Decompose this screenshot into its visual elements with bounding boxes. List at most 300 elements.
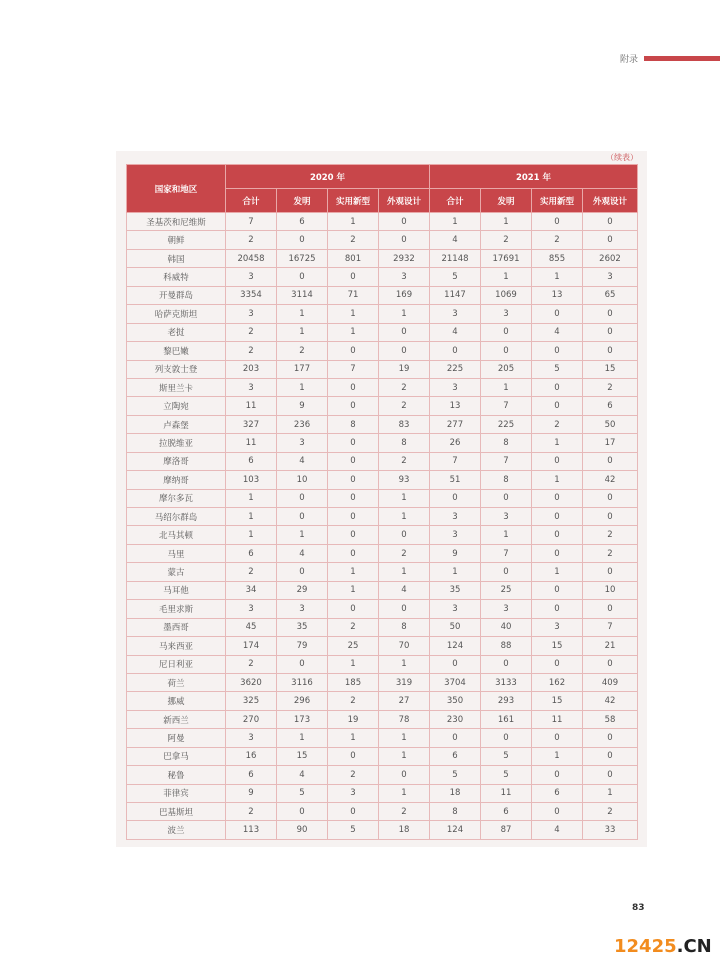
value-cell: 855 [532, 249, 583, 267]
value-cell: 0 [583, 600, 638, 618]
value-cell: 70 [379, 637, 430, 655]
value-cell: 2 [328, 766, 379, 784]
value-cell: 2 [226, 655, 277, 673]
value-cell: 4 [532, 821, 583, 839]
value-cell: 0 [532, 544, 583, 562]
value-cell: 2 [583, 544, 638, 562]
value-cell: 0 [481, 489, 532, 507]
table-row [127, 766, 638, 784]
value-cell: 2 [532, 415, 583, 433]
table-row [127, 526, 638, 544]
value-cell: 1 [277, 305, 328, 323]
value-cell: 58 [583, 710, 638, 728]
table-row [127, 415, 638, 433]
value-cell: 17 [583, 434, 638, 452]
value-cell: 42 [583, 692, 638, 710]
region-name-cell: 新西兰 [127, 710, 226, 728]
value-cell: 87 [481, 821, 532, 839]
value-cell: 0 [430, 342, 481, 360]
value-cell: 0 [481, 563, 532, 581]
value-cell: 1 [379, 305, 430, 323]
region-name-cell: 马里 [127, 544, 226, 562]
value-cell: 0 [583, 508, 638, 526]
region-name-cell: 科威特 [127, 268, 226, 286]
value-cell: 2 [226, 342, 277, 360]
header-total: 合计 [430, 189, 481, 213]
region-name-cell: 蒙古 [127, 563, 226, 581]
value-cell: 1 [277, 378, 328, 396]
value-cell: 3 [481, 508, 532, 526]
header-year-2020: 2020 年 [226, 165, 430, 189]
value-cell: 3116 [277, 673, 328, 691]
table-row [127, 323, 638, 341]
table-row [127, 581, 638, 599]
value-cell: 6 [226, 766, 277, 784]
value-cell: 8 [481, 434, 532, 452]
value-cell: 6 [481, 803, 532, 821]
watermark-number: 12425 [614, 936, 677, 957]
value-cell: 25 [481, 581, 532, 599]
page-number: 83 [632, 903, 645, 913]
region-name-cell: 黎巴嫩 [127, 342, 226, 360]
region-name-cell: 摩尔多瓦 [127, 489, 226, 507]
value-cell: 0 [379, 231, 430, 249]
value-cell: 0 [583, 729, 638, 747]
value-cell: 0 [532, 489, 583, 507]
table-row [127, 600, 638, 618]
value-cell: 7 [481, 544, 532, 562]
value-cell: 16 [226, 747, 277, 765]
value-cell: 3 [481, 305, 532, 323]
region-name-cell: 开曼群岛 [127, 286, 226, 304]
table-row [127, 305, 638, 323]
value-cell: 0 [583, 213, 638, 231]
value-cell: 19 [328, 710, 379, 728]
value-cell: 0 [430, 489, 481, 507]
value-cell: 177 [277, 360, 328, 378]
value-cell: 17691 [481, 249, 532, 267]
value-cell: 0 [532, 729, 583, 747]
value-cell: 2 [379, 544, 430, 562]
value-cell: 0 [532, 655, 583, 673]
value-cell: 11 [481, 784, 532, 802]
value-cell: 1 [532, 747, 583, 765]
value-cell: 88 [481, 637, 532, 655]
value-cell: 11 [226, 397, 277, 415]
value-cell: 225 [430, 360, 481, 378]
value-cell: 5 [277, 784, 328, 802]
value-cell: 34 [226, 581, 277, 599]
table-row [127, 452, 638, 470]
value-cell: 2 [277, 342, 328, 360]
value-cell: 0 [532, 803, 583, 821]
value-cell: 7 [481, 452, 532, 470]
value-cell: 1 [532, 471, 583, 489]
value-cell: 15 [532, 637, 583, 655]
value-cell: 0 [583, 305, 638, 323]
value-cell: 3 [430, 378, 481, 396]
value-cell: 3 [277, 434, 328, 452]
value-cell: 1 [583, 784, 638, 802]
value-cell: 7 [328, 360, 379, 378]
value-cell: 0 [328, 434, 379, 452]
value-cell: 2 [583, 526, 638, 544]
value-cell: 20458 [226, 249, 277, 267]
value-cell: 33 [583, 821, 638, 839]
value-cell: 4 [277, 452, 328, 470]
value-cell: 185 [328, 673, 379, 691]
value-cell: 0 [532, 397, 583, 415]
table-row [127, 213, 638, 231]
value-cell: 1 [430, 563, 481, 581]
value-cell: 327 [226, 415, 277, 433]
value-cell: 0 [532, 342, 583, 360]
header-utility-model: 实用新型 [328, 189, 379, 213]
value-cell: 124 [430, 637, 481, 655]
value-cell: 50 [430, 618, 481, 636]
value-cell: 0 [532, 452, 583, 470]
value-cell: 169 [379, 286, 430, 304]
value-cell: 0 [583, 231, 638, 249]
value-cell: 5 [430, 766, 481, 784]
value-cell: 40 [481, 618, 532, 636]
region-name-cell: 马来西亚 [127, 637, 226, 655]
value-cell: 27 [379, 692, 430, 710]
table-row [127, 231, 638, 249]
value-cell: 3 [430, 305, 481, 323]
value-cell: 296 [277, 692, 328, 710]
value-cell: 2 [226, 563, 277, 581]
value-cell: 3620 [226, 673, 277, 691]
value-cell: 5 [430, 268, 481, 286]
value-cell: 1 [277, 729, 328, 747]
value-cell: 50 [583, 415, 638, 433]
header-total: 合计 [226, 189, 277, 213]
region-name-cell: 秘鲁 [127, 766, 226, 784]
value-cell: 4 [277, 766, 328, 784]
value-cell: 0 [379, 342, 430, 360]
value-cell: 1147 [430, 286, 481, 304]
value-cell: 2932 [379, 249, 430, 267]
region-name-cell: 墨西哥 [127, 618, 226, 636]
region-name-cell: 立陶宛 [127, 397, 226, 415]
value-cell: 3 [430, 600, 481, 618]
value-cell: 161 [481, 710, 532, 728]
value-cell: 13 [532, 286, 583, 304]
value-cell: 236 [277, 415, 328, 433]
value-cell: 7 [226, 213, 277, 231]
value-cell: 11 [226, 434, 277, 452]
region-name-cell: 毛里求斯 [127, 600, 226, 618]
value-cell: 0 [328, 342, 379, 360]
site-watermark [614, 936, 712, 957]
value-cell: 0 [328, 471, 379, 489]
value-cell: 3 [226, 268, 277, 286]
value-cell: 0 [430, 655, 481, 673]
region-name-cell: 巴基斯坦 [127, 803, 226, 821]
value-cell: 3354 [226, 286, 277, 304]
value-cell: 65 [583, 286, 638, 304]
value-cell: 0 [583, 452, 638, 470]
header-design: 外观设计 [379, 189, 430, 213]
value-cell: 0 [430, 729, 481, 747]
value-cell: 0 [277, 803, 328, 821]
header-invention: 发明 [481, 189, 532, 213]
value-cell: 1 [328, 729, 379, 747]
value-cell: 4 [430, 323, 481, 341]
region-name-cell: 马绍尔群岛 [127, 508, 226, 526]
value-cell: 0 [532, 600, 583, 618]
value-cell: 2 [379, 397, 430, 415]
region-name-cell: 老挝 [127, 323, 226, 341]
value-cell: 205 [481, 360, 532, 378]
table-row [127, 803, 638, 821]
value-cell: 0 [583, 563, 638, 581]
region-name-cell: 挪威 [127, 692, 226, 710]
header-year-2021: 2021 年 [430, 165, 638, 189]
value-cell: 0 [379, 526, 430, 544]
value-cell: 0 [328, 803, 379, 821]
value-cell: 0 [328, 452, 379, 470]
value-cell: 6 [226, 544, 277, 562]
value-cell: 3 [277, 600, 328, 618]
value-cell: 11 [532, 710, 583, 728]
region-name-cell: 卢森堡 [127, 415, 226, 433]
value-cell: 19 [379, 360, 430, 378]
value-cell: 0 [277, 563, 328, 581]
region-name-cell: 马耳他 [127, 581, 226, 599]
value-cell: 174 [226, 637, 277, 655]
value-cell: 8 [379, 434, 430, 452]
value-cell: 3704 [430, 673, 481, 691]
value-cell: 16725 [277, 249, 328, 267]
table-row [127, 673, 638, 691]
value-cell: 2602 [583, 249, 638, 267]
value-cell: 9 [277, 397, 328, 415]
value-cell: 8 [481, 471, 532, 489]
header-invention: 发明 [277, 189, 328, 213]
region-name-cell: 荷兰 [127, 673, 226, 691]
value-cell: 8 [328, 415, 379, 433]
value-cell: 0 [583, 323, 638, 341]
value-cell: 1 [328, 323, 379, 341]
region-name-cell: 朝鲜 [127, 231, 226, 249]
value-cell: 4 [379, 581, 430, 599]
table-row [127, 268, 638, 286]
value-cell: 3 [226, 305, 277, 323]
value-cell: 0 [277, 268, 328, 286]
value-cell: 2 [481, 231, 532, 249]
table-row [127, 508, 638, 526]
value-cell: 2 [583, 378, 638, 396]
value-cell: 2 [226, 323, 277, 341]
value-cell: 1 [379, 563, 430, 581]
region-name-cell: 圣基茨和尼维斯 [127, 213, 226, 231]
value-cell: 0 [481, 342, 532, 360]
value-cell: 7 [583, 618, 638, 636]
table-row [127, 434, 638, 452]
value-cell: 3 [226, 600, 277, 618]
table-row [127, 784, 638, 802]
value-cell: 90 [277, 821, 328, 839]
value-cell: 6 [277, 213, 328, 231]
value-cell: 2 [226, 803, 277, 821]
value-cell: 9 [226, 784, 277, 802]
value-cell: 1 [430, 213, 481, 231]
region-name-cell: 拉脱维亚 [127, 434, 226, 452]
region-name-cell: 巴拿马 [127, 747, 226, 765]
value-cell: 2 [328, 618, 379, 636]
patent-statistics-table [126, 164, 638, 840]
value-cell: 0 [379, 766, 430, 784]
value-cell: 5 [481, 747, 532, 765]
value-cell: 0 [328, 378, 379, 396]
region-name-cell: 韩国 [127, 249, 226, 267]
value-cell: 1 [379, 747, 430, 765]
value-cell: 1 [481, 378, 532, 396]
value-cell: 1 [328, 305, 379, 323]
region-name-cell: 哈萨克斯坦 [127, 305, 226, 323]
value-cell: 6 [532, 784, 583, 802]
value-cell: 0 [328, 600, 379, 618]
header-utility-model: 实用新型 [532, 189, 583, 213]
table-row [127, 249, 638, 267]
value-cell: 1 [481, 526, 532, 544]
region-name-cell: 尼日利亚 [127, 655, 226, 673]
value-cell: 277 [430, 415, 481, 433]
value-cell: 15 [277, 747, 328, 765]
region-name-cell: 菲律宾 [127, 784, 226, 802]
table-row [127, 489, 638, 507]
table-row [127, 471, 638, 489]
section-label: 附录 [620, 55, 639, 65]
table-row [127, 618, 638, 636]
value-cell: 124 [430, 821, 481, 839]
value-cell: 0 [583, 489, 638, 507]
value-cell: 0 [379, 600, 430, 618]
table-row [127, 637, 638, 655]
region-name-cell: 摩纳哥 [127, 471, 226, 489]
value-cell: 6 [583, 397, 638, 415]
value-cell: 1069 [481, 286, 532, 304]
value-cell: 0 [328, 489, 379, 507]
value-cell: 0 [532, 305, 583, 323]
value-cell: 1 [481, 268, 532, 286]
value-cell: 0 [532, 526, 583, 544]
value-cell: 2 [532, 231, 583, 249]
value-cell: 1 [277, 526, 328, 544]
continued-label: （续表） [606, 153, 638, 162]
value-cell: 3133 [481, 673, 532, 691]
table-row [127, 747, 638, 765]
table-row [127, 397, 638, 415]
value-cell: 1 [328, 213, 379, 231]
table-row [127, 378, 638, 396]
value-cell: 2 [379, 803, 430, 821]
table-row [127, 342, 638, 360]
value-cell: 1 [226, 526, 277, 544]
value-cell: 0 [532, 213, 583, 231]
value-cell: 18 [430, 784, 481, 802]
value-cell: 1 [481, 213, 532, 231]
value-cell: 0 [481, 323, 532, 341]
value-cell: 4 [532, 323, 583, 341]
value-cell: 18 [379, 821, 430, 839]
value-cell: 1 [532, 434, 583, 452]
value-cell: 1 [328, 581, 379, 599]
value-cell: 1 [379, 729, 430, 747]
value-cell: 0 [277, 508, 328, 526]
value-cell: 2 [379, 452, 430, 470]
value-cell: 225 [481, 415, 532, 433]
region-name-cell: 列支敦士登 [127, 360, 226, 378]
value-cell: 2 [226, 231, 277, 249]
value-cell: 801 [328, 249, 379, 267]
value-cell: 25 [328, 637, 379, 655]
region-name-cell: 摩洛哥 [127, 452, 226, 470]
value-cell: 1 [379, 655, 430, 673]
section-accent-bar [644, 56, 720, 61]
value-cell: 3 [583, 268, 638, 286]
value-cell: 3 [481, 600, 532, 618]
value-cell: 9 [430, 544, 481, 562]
value-cell: 2 [583, 803, 638, 821]
value-cell: 1 [379, 508, 430, 526]
value-cell: 7 [430, 452, 481, 470]
value-cell: 8 [379, 618, 430, 636]
region-name-cell: 斯里兰卡 [127, 378, 226, 396]
value-cell: 0 [481, 729, 532, 747]
value-cell: 0 [379, 213, 430, 231]
value-cell: 10 [583, 581, 638, 599]
value-cell: 4 [430, 231, 481, 249]
table-row [127, 655, 638, 673]
value-cell: 0 [328, 397, 379, 415]
value-cell: 1 [328, 655, 379, 673]
header-region: 国家和地区 [127, 165, 226, 213]
value-cell: 113 [226, 821, 277, 839]
value-cell: 0 [583, 766, 638, 784]
value-cell: 0 [532, 508, 583, 526]
value-cell: 1 [277, 323, 328, 341]
value-cell: 173 [277, 710, 328, 728]
value-cell: 293 [481, 692, 532, 710]
value-cell: 51 [430, 471, 481, 489]
value-cell: 319 [379, 673, 430, 691]
value-cell: 78 [379, 710, 430, 728]
value-cell: 0 [583, 342, 638, 360]
table-row [127, 360, 638, 378]
value-cell: 0 [328, 747, 379, 765]
value-cell: 15 [583, 360, 638, 378]
value-cell: 26 [430, 434, 481, 452]
value-cell: 93 [379, 471, 430, 489]
table-body [127, 213, 638, 840]
value-cell: 3 [430, 508, 481, 526]
table-row [127, 286, 638, 304]
table-row [127, 692, 638, 710]
value-cell: 6 [226, 452, 277, 470]
value-cell: 0 [583, 747, 638, 765]
value-cell: 35 [430, 581, 481, 599]
table-row [127, 544, 638, 562]
table-row [127, 729, 638, 747]
header-row-years [127, 165, 638, 189]
value-cell: 350 [430, 692, 481, 710]
value-cell: 7 [481, 397, 532, 415]
value-cell: 0 [277, 489, 328, 507]
value-cell: 103 [226, 471, 277, 489]
